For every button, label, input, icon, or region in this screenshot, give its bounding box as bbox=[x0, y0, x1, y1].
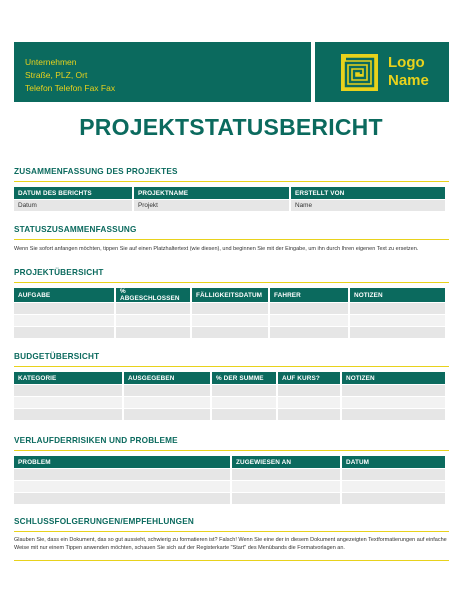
table-row bbox=[14, 199, 445, 211]
column-header[interactable]: PROJEKTNAME bbox=[134, 187, 289, 199]
table-cell[interactable] bbox=[14, 396, 122, 408]
table-cell[interactable] bbox=[14, 408, 122, 420]
table-cell[interactable] bbox=[14, 468, 230, 480]
table-cell[interactable]: Name bbox=[291, 199, 445, 211]
table-cell[interactable] bbox=[278, 408, 340, 420]
table-cell[interactable] bbox=[342, 468, 445, 480]
column-header[interactable]: PROBLEM bbox=[14, 456, 230, 468]
table-cell[interactable] bbox=[212, 384, 276, 396]
table-cell[interactable] bbox=[232, 480, 340, 492]
table-row bbox=[14, 408, 445, 420]
company-address[interactable]: Straße, PLZ, Ort bbox=[25, 70, 88, 80]
table-cell[interactable] bbox=[116, 314, 190, 326]
table-cell[interactable] bbox=[212, 396, 276, 408]
table-cell[interactable] bbox=[342, 396, 445, 408]
table-cell[interactable] bbox=[124, 384, 210, 396]
table-cell[interactable] bbox=[124, 396, 210, 408]
column-header[interactable]: ERSTELLT VON bbox=[291, 187, 445, 199]
column-header[interactable]: % ABGESCHLOSSEN bbox=[116, 288, 190, 302]
table-row bbox=[14, 480, 445, 492]
table-cell[interactable] bbox=[270, 302, 348, 314]
column-header[interactable]: FAHRER bbox=[270, 288, 348, 302]
budget-table bbox=[12, 372, 447, 420]
column-header[interactable]: NOTIZEN bbox=[342, 372, 445, 384]
column-header[interactable]: AUF KURS? bbox=[278, 372, 340, 384]
table-cell[interactable] bbox=[232, 492, 340, 504]
table-cell[interactable]: Projekt bbox=[134, 199, 289, 211]
logo-line-2: Name bbox=[388, 72, 429, 89]
section-divider bbox=[14, 560, 449, 561]
table-cell[interactable] bbox=[14, 492, 230, 504]
table-cell[interactable] bbox=[14, 314, 114, 326]
document-title[interactable]: PROJEKTSTATUSBERICHT bbox=[79, 114, 383, 140]
table-header-row bbox=[14, 456, 445, 468]
logo-line-1: Logo bbox=[388, 54, 425, 71]
column-header[interactable]: DATUM DES BERICHTS bbox=[14, 187, 132, 199]
table-cell[interactable] bbox=[232, 468, 340, 480]
table-cell[interactable] bbox=[278, 384, 340, 396]
column-header[interactable]: ZUGEWIESEN AN bbox=[232, 456, 340, 468]
table-cell[interactable] bbox=[14, 480, 230, 492]
column-header[interactable]: NOTIZEN bbox=[350, 288, 445, 302]
table-cell[interactable] bbox=[350, 326, 445, 338]
table-cell[interactable] bbox=[116, 302, 190, 314]
table-header-row bbox=[14, 187, 445, 199]
table-cell[interactable] bbox=[270, 314, 348, 326]
risks-heading[interactable]: VERLAUFDERRISIKEN UND PROBLEME bbox=[14, 436, 449, 451]
table-row bbox=[14, 492, 445, 504]
company-block bbox=[14, 42, 311, 102]
table-cell[interactable] bbox=[192, 326, 268, 338]
table-row bbox=[14, 468, 445, 480]
table-cell[interactable]: Datum bbox=[14, 199, 132, 211]
logo-text bbox=[388, 54, 429, 90]
table-cell[interactable] bbox=[278, 396, 340, 408]
conclusions-heading[interactable]: SCHLUSSFOLGERUNGEN/EMPFEHLUNGEN bbox=[14, 517, 449, 532]
company-contact[interactable]: Telefon Telefon Fax Fax bbox=[25, 83, 116, 93]
table-cell[interactable] bbox=[14, 384, 122, 396]
table-row bbox=[14, 384, 445, 396]
table-cell[interactable] bbox=[14, 302, 114, 314]
table-cell[interactable] bbox=[212, 408, 276, 420]
table-cell[interactable] bbox=[116, 326, 190, 338]
status-text[interactable]: Wenn Sie sofort anfangen möchten, tippen Sie auf einen Platzhaltertext (wie diesen), und beginnen Sie mit der Eingabe, um ihn durch Ihren eigenen Text zu ersetzen. bbox=[14, 246, 419, 252]
document-header bbox=[14, 42, 449, 102]
budget-heading[interactable]: BUDGETÜBERSICHT bbox=[14, 352, 449, 367]
overview-heading[interactable]: PROJEKTÜBERSICHT bbox=[14, 268, 449, 283]
column-header[interactable]: FÄLLIGKEITSDATUM bbox=[192, 288, 268, 302]
conclusions-text[interactable]: Glauben Sie, dass ein Dokument, das so gut aussieht, schwierig zu formatieren ist? Falsch! Wenn Sie eine der in diesem Dokument angezeigten Textformatierungen auf einfache Weise mit nur einem Tippen anwenden möchten, schauen Sie sich auf der Registerkarte "Start" des Menübands die Formatvorlagen an. bbox=[14, 537, 447, 551]
table-header-row bbox=[14, 372, 445, 384]
table-row bbox=[14, 396, 445, 408]
company-name[interactable]: Unternehmen bbox=[25, 57, 77, 67]
table-cell[interactable] bbox=[342, 408, 445, 420]
table-row bbox=[14, 302, 445, 314]
table-cell[interactable] bbox=[192, 314, 268, 326]
table-header-row bbox=[14, 288, 445, 302]
table-cell[interactable] bbox=[342, 384, 445, 396]
summary-heading[interactable]: ZUSAMMENFASSUNG DES PROJEKTES bbox=[14, 167, 449, 182]
summary-table bbox=[12, 187, 447, 211]
table-cell[interactable] bbox=[342, 492, 445, 504]
table-cell[interactable] bbox=[342, 480, 445, 492]
table-cell[interactable] bbox=[350, 314, 445, 326]
column-header[interactable]: DATUM bbox=[342, 456, 445, 468]
status-heading[interactable]: STATUSZUSAMMENFASSUNG bbox=[14, 225, 449, 240]
column-header[interactable]: AUFGABE bbox=[14, 288, 114, 302]
table-row bbox=[14, 314, 445, 326]
table-cell[interactable] bbox=[14, 326, 114, 338]
table-cell[interactable] bbox=[350, 302, 445, 314]
column-header[interactable]: % DER SUMME bbox=[212, 372, 276, 384]
table-cell[interactable] bbox=[192, 302, 268, 314]
table-cell[interactable] bbox=[124, 408, 210, 420]
logo-block[interactable] bbox=[315, 42, 449, 102]
table-cell[interactable] bbox=[270, 326, 348, 338]
column-header[interactable]: KATEGORIE bbox=[14, 372, 122, 384]
maze-logo-icon bbox=[341, 54, 378, 91]
overview-table bbox=[12, 288, 447, 338]
risks-table bbox=[12, 456, 447, 504]
table-row bbox=[14, 326, 445, 338]
column-header[interactable]: AUSGEGEBEN bbox=[124, 372, 210, 384]
